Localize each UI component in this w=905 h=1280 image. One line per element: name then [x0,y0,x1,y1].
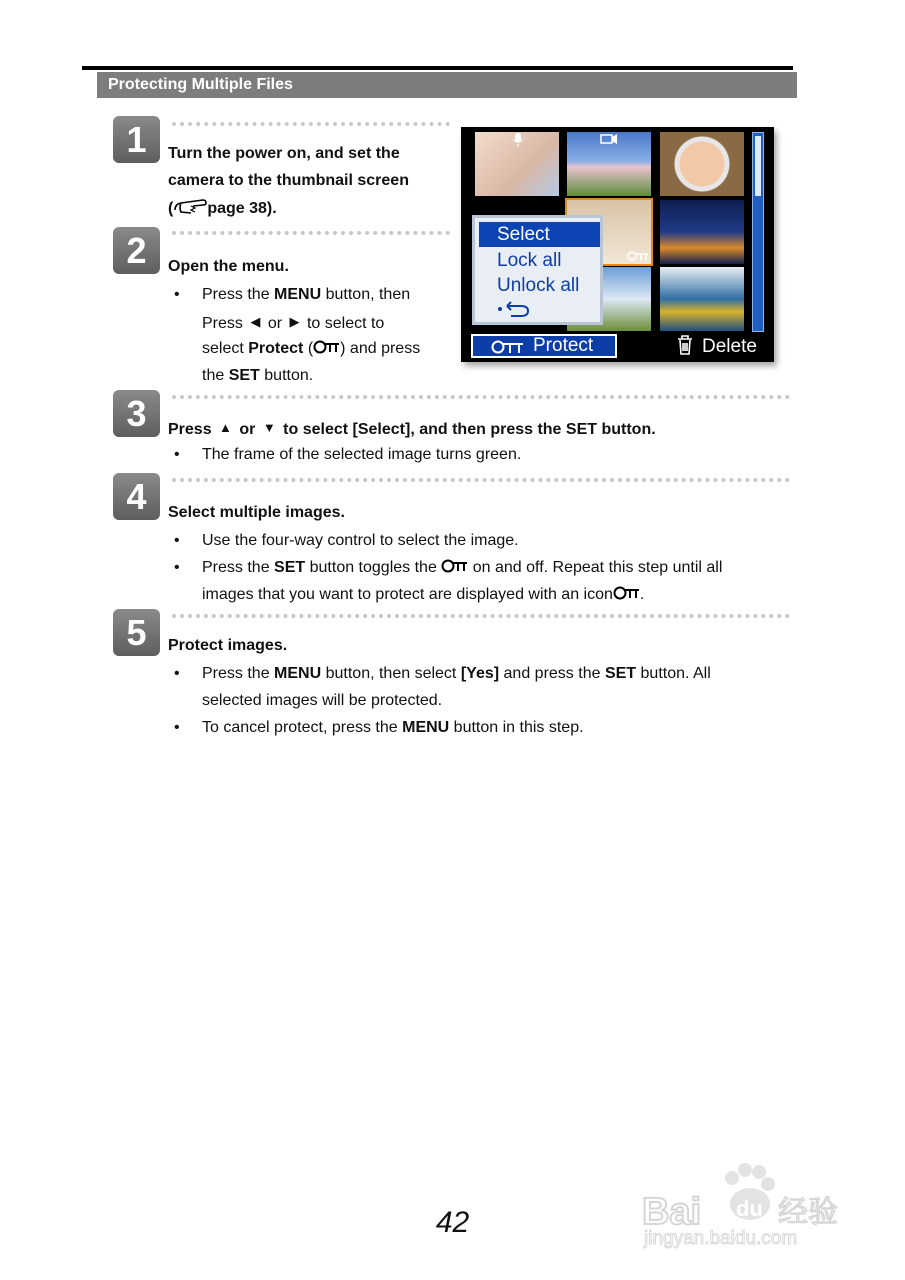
section-title: Protecting Multiple Files [97,72,797,98]
delete-label: Delete [702,336,757,357]
menu-item-lock-all[interactable]: Lock all [497,250,562,271]
baidu-jingyan-watermark [640,1160,855,1250]
trash-icon [676,335,694,355]
protect-button[interactable] [471,334,617,358]
bullet-dot: • [174,446,180,463]
step-4-heading: Select multiple images. [168,504,345,521]
left-arrow-icon: ◀ [250,314,261,329]
step-1-number: 1 [113,116,160,163]
thumbnail-raft [660,267,744,331]
camera-lcd-illustration [461,127,774,362]
menu-item-unlock-all[interactable]: Unlock all [497,275,580,296]
svg-text:du: du [736,1196,763,1221]
top-rule [82,66,793,70]
thumbnail-city-night [660,200,744,264]
bullet-dot: • [174,286,180,303]
dotted-divider [172,231,450,235]
return-icon[interactable] [497,301,531,317]
thumbnail-children [660,132,744,196]
protect-key-icon [441,558,468,574]
protect-key-icon [313,339,340,355]
protect-key-icon [613,585,640,601]
step-1-page-ref: page 38). [207,200,277,217]
menu-item-select[interactable]: Select [479,222,600,247]
step-3-heading: Press ▲ or ▼ to select [Select], and then press the SET button. [168,414,656,443]
protect-key-icon [491,339,525,355]
pointing-hand-icon [173,196,207,216]
page-number: 42 [435,1206,470,1239]
bullet-dot: • [174,719,180,736]
step-1-line-3 [168,195,277,222]
step-5-number: 5 [113,609,160,656]
step-5-heading: Protect images. [168,637,288,654]
dotted-divider [172,478,790,482]
step-2-bullet-line-2: Press ◀ or ▶ to select to [202,308,384,337]
dotted-divider [172,614,790,618]
delete-button[interactable] [676,335,757,358]
step-2-bullet-line-3: select Protect ( ) and press [202,340,421,357]
step-2-heading: Open the menu. [168,258,289,275]
voice-memo-icon [512,133,524,147]
dotted-divider [172,395,790,399]
step-5-bullet-1-line-1: Press the MENU button, then select [Yes] and press the SET button. All [202,665,711,682]
step-1-line-2: camera to the thumbnail screen [168,172,409,189]
paren: ( [168,200,174,217]
step-1-line-1: Turn the power on, and set the [168,145,400,162]
protect-menu [472,215,603,325]
step-5-bullet-1-line-2: selected images will be protected. [202,692,443,709]
down-arrow-icon: ▼ [262,420,276,435]
bullet-dot: • [174,665,180,682]
step-4-bullet-1: Use the four-way control to select the image. [202,532,519,549]
svg-text:Bai: Bai [642,1191,702,1233]
video-icon [600,133,618,147]
step-3-number: 3 [113,390,160,437]
lcd-bottom-bar [461,332,774,362]
svg-text:经验: 经验 [778,1195,838,1230]
step-2-number: 2 [113,227,160,274]
step-5-bullet-2: To cancel protect, press the MENU button in this step. [202,719,584,736]
step-4-number: 4 [113,473,160,520]
right-arrow-icon: ▶ [289,314,300,329]
thumbnail-scrollbar[interactable] [752,132,764,332]
bullet-dot: • [174,532,180,549]
bullet-dot: • [174,559,180,576]
step-2-bullet-line-4: the SET button. [202,367,314,384]
scrollbar-thumb[interactable] [755,136,761,196]
protect-key-icon [627,250,649,262]
step-4-bullet-2-line-1: Press the SET button toggles the on and off. Repeat this step until all [202,559,723,576]
dotted-divider [172,122,450,126]
svg-text:jingyan.baidu.com: jingyan.baidu.com [644,1228,798,1249]
up-arrow-icon: ▲ [219,420,232,435]
protect-label: Protect [533,335,594,356]
step-4-bullet-2-line-2: images that you want to protect are displayed with an icon . [202,586,645,603]
step-3-bullet: The frame of the selected image turns green. [202,446,522,463]
step-2-bullet-line-1: Press the MENU button, then [202,286,411,303]
